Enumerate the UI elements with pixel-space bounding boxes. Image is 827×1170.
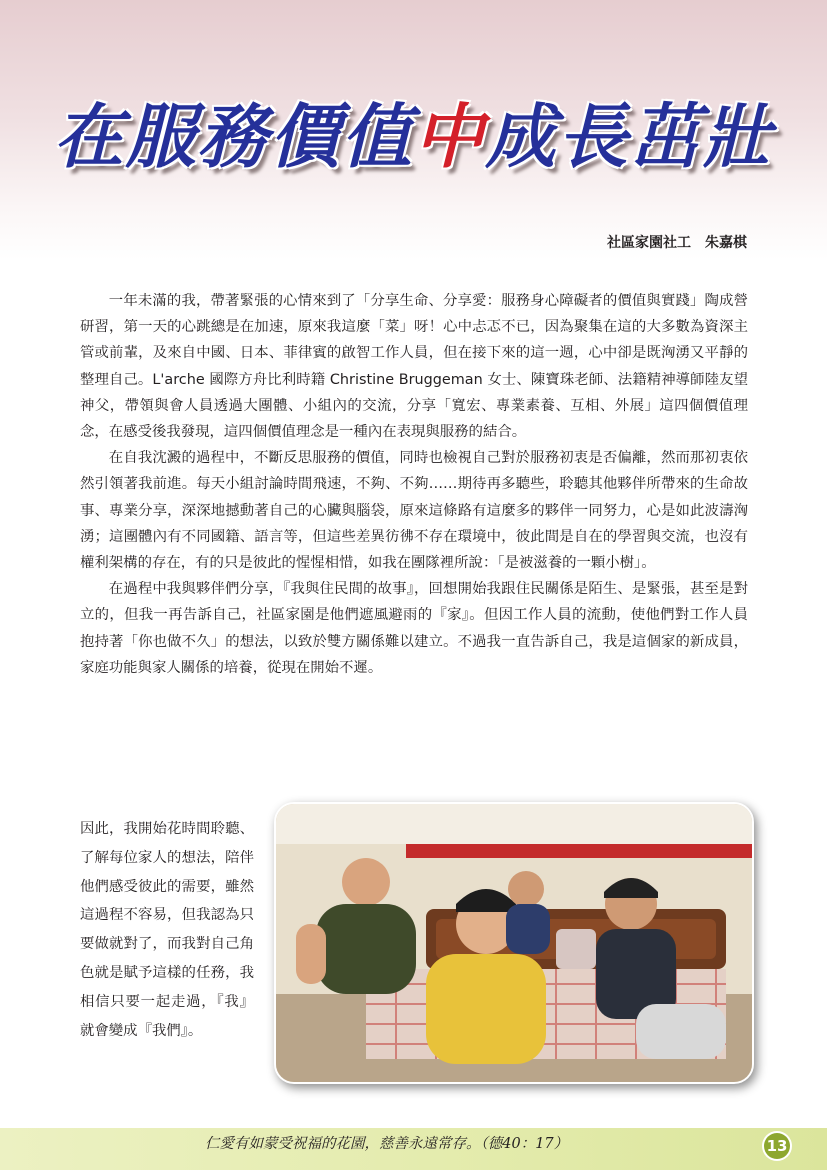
byline — [607, 232, 747, 252]
side-paragraph: 因此，我開始花時間聆聽、了解每位家人的想法，陪伴他們感受彼此的需要，雖然這過程不容易，但我認為只要做就對了，而我對自己角色就是賦予這樣的任務，我相信只要一起走過，『我』就會變成『我們』。 — [80, 821, 254, 1039]
paragraph-2: 在自我沈澱的過程中，不斷反思服務的價值，同時也檢視自己對於服務初衷是否偏離，然而那初衷依然引領著我前進。每天小組討論時間飛速，不夠、不夠……期待再多聽些，聆聽其他夥伴所帶來的生命故事、專業分享，深深地撼動著自己的心臟與腦袋，原來這條路有這麼多的夥伴一同努力，心是如此波濤洶湧；這團體內有不同國籍、語言等，但這些差異彷彿不存在環境中，彼此間是自在的學習與交流，也沒有權利架構的存在，有的只是彼此的惺惺相惜，如我在團隊裡所說：「是被滋養的一顆小樹」。 — [80, 450, 748, 572]
group-photo — [274, 802, 754, 1084]
title-part-3: 成長茁壯 — [485, 95, 774, 178]
paragraph-3: 在過程中我與夥伴們分享，『我與住民間的故事』，回想開始我跟住民關係是陌生、是緊張，甚至是對立的，但我一再告訴自己，社區家園是他們遮風避雨的『家』。但因工作人員的流動，使他們對工作人員抱持著「你也做不久」的想法，以致於雙方關係難以建立。不過我一直告訴自己，我是這個家的新成員，家庭功能與家人關係的培養，從現在開始不遲。 — [80, 581, 748, 676]
footer-motto: 仁愛有如蒙受祝福的花園，慈善永遠常存。（德40：17） — [205, 1136, 569, 1152]
group-photo-illustration — [276, 804, 752, 1082]
byline-role: 社區家園社工 — [607, 235, 691, 251]
byline-name: 朱嘉棋 — [705, 235, 747, 251]
title-part-2: 中 — [413, 95, 486, 178]
paragraph-1: 一年未滿的我，帶著緊張的心情來到了「分享生命、分享愛：服務身心障礙者的價值與實踐」陶成營研習，第一天的心跳總是在加速，原來我這麼「菜」呀！心中忐忑不已，因為聚集在這的大多數為資深主管或前輩，及來自中國、日本、菲律賓的啟智工作人員，但在接下來的這一週，心中卻是既洶湧又平靜的整理自己。L'arche 國際方舟比利時籍 Christine Bruggeman 女士、陳寶珠老師、法籍精神導師陸友望神父，帶領與會人員透過大團體、小組內的交流，分享「寬宏、專業素養、互相、外展」這四個價值理念，在感受後我發現，這四個價值理念是一種內在表現與服務的結合。 — [80, 293, 748, 441]
article-title — [0, 92, 827, 182]
title-part-1: 在服務價值 — [53, 95, 414, 178]
article-body — [80, 288, 748, 681]
page-number-badge: 13 — [764, 1133, 790, 1159]
